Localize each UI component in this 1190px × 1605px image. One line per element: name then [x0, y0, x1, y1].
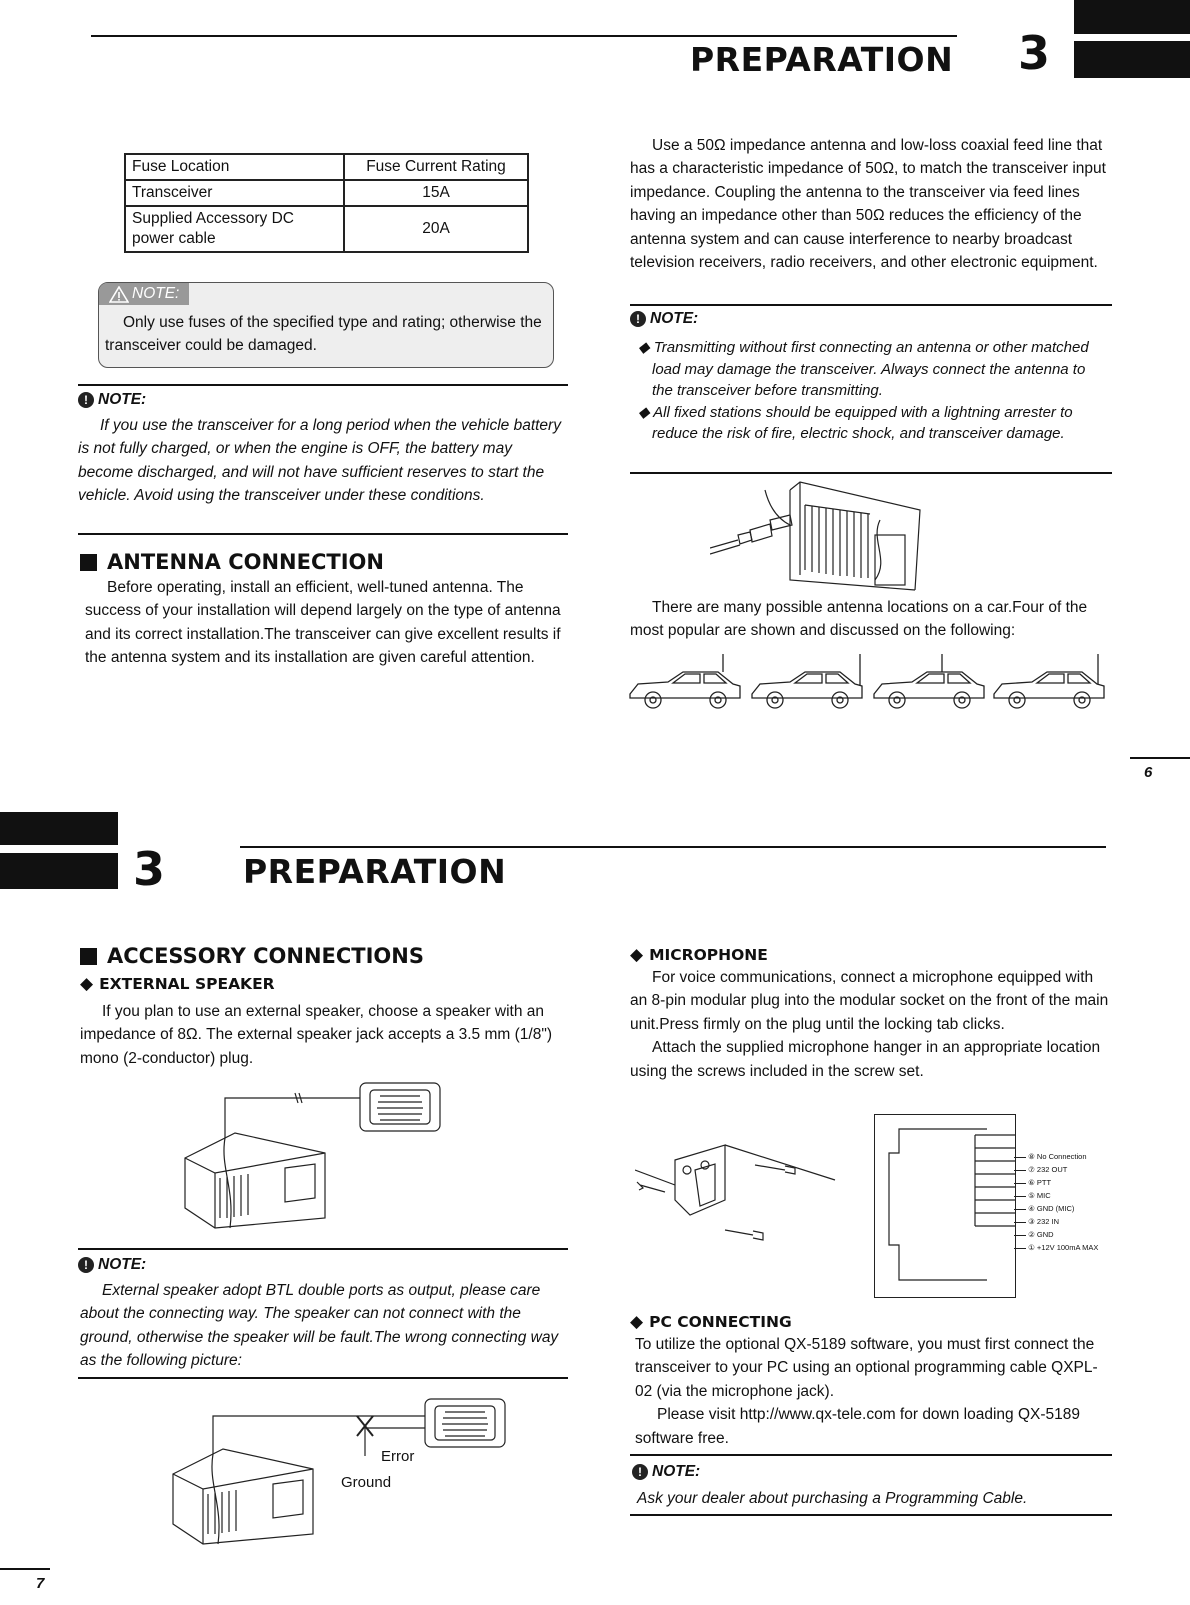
speaker-note-top-rule	[78, 1248, 568, 1250]
top-chapter-number: 3	[1018, 26, 1051, 80]
pc-note-bottom-rule	[630, 1514, 1112, 1516]
pc-connecting-paragraph-1: To utilize the optional QX-5189 software, you must first connect the transceiver to your PC using an optional programming cable QXPL-02 (via the microphone jack).	[635, 1336, 1098, 1400]
speaker-note-bottom-rule	[78, 1377, 568, 1379]
pc-connecting-text	[635, 1333, 1113, 1450]
list-item: ◆ All fixed stations should be equipped with a lightning arrester to reduce the risk of fire, electric shock, and transceiver damage.	[638, 403, 1073, 442]
bottom-chapter-number: 3	[133, 842, 166, 896]
car-4	[994, 654, 1104, 708]
info-icon: !	[632, 1464, 648, 1480]
top-page-number-rule	[1130, 757, 1190, 759]
diamond-bullet-icon: ◆	[630, 1312, 644, 1332]
accessory-connections-title: ACCESSORY CONNECTIONS	[107, 944, 424, 968]
info-icon: !	[78, 1257, 94, 1273]
top-chapter-tab-lower	[1074, 41, 1190, 78]
bottom-page-title: PREPARATION	[243, 852, 507, 891]
fuse-table-header-location: Fuse Location	[125, 154, 344, 180]
impedance-text: Use a 50Ω impedance antenna and low-loss coaxial feed line that has a characteristic impedance of 50Ω, to match the transceiver input impedance. Coupling the antenna to the transceiver via feed lines having an impedance other than 50Ω reduces the efficiency of the antenna system and can cause interference to nearby broadcast television receivers, radio receivers, and other electronic equipment.	[630, 137, 1106, 272]
pin-7-label: ⑦ 232 OUT	[1014, 1163, 1098, 1176]
fuse-location-cell: Supplied Accessory DC power cable	[125, 206, 344, 252]
diamond-bullet-icon: ◆	[80, 974, 94, 994]
info-icon: !	[630, 311, 646, 327]
external-speaker-illustration	[175, 1078, 455, 1233]
section-square-icon	[80, 948, 97, 965]
pc-note-top-rule	[630, 1454, 1112, 1456]
bottom-header-rule	[240, 846, 1106, 848]
ground-label: Ground	[341, 1474, 392, 1491]
fuse-note-label: NOTE:	[132, 285, 180, 302]
microphone-paragraph-2: Attach the supplied microphone hanger in an appropriate location using the screws included in the screw set.	[630, 1039, 1101, 1080]
pin-8-label: ⑧ No Connection	[1014, 1150, 1098, 1163]
diamond-bullet-icon: ◆	[630, 945, 644, 965]
table-row	[125, 180, 528, 206]
top-page-title: PREPARATION	[690, 40, 954, 79]
battery-note-text: If you use the transceiver for a long period when the vehicle battery is not fully charged, or when the engine is OFF, the battery may become discharged, and will not have sufficient reserves to start the vehicle. Avoid using the transceiver under these conditions.	[78, 417, 561, 505]
bottom-page-number-rule	[0, 1568, 50, 1570]
antenna-note-list	[630, 337, 1108, 445]
antenna-connection-title: ANTENNA CONNECTION	[107, 550, 384, 574]
antenna-locations-cars-illustration	[628, 654, 1108, 724]
pc-connecting-heading	[630, 1312, 792, 1332]
antenna-note-heading	[630, 310, 698, 328]
antenna-connector-illustration	[710, 480, 940, 595]
pin-6-label: ⑥ PTT	[1014, 1176, 1098, 1189]
microphone-hanger-illustration	[635, 1140, 845, 1270]
speaker-note-text: External speaker adopt BTL double ports as output, please care about the connecting way. The speaker can not connect with the ground, otherwise the speaker will be fault.The wrong connecting way as the following picture:	[80, 1282, 559, 1370]
external-speaker-heading	[80, 974, 275, 994]
pin-4-label: ④ GND (MIC)	[1014, 1202, 1098, 1215]
error-label: Error	[381, 1448, 415, 1465]
fuse-rating-cell: 20A	[344, 206, 528, 252]
speaker-note-label: NOTE:	[98, 1256, 147, 1273]
info-icon: !	[78, 392, 94, 408]
antenna-locations-text: There are many possible antenna locations on a car.Four of the most popular are shown and discussed on the following:	[630, 599, 1088, 640]
top-chapter-tab-upper	[1074, 0, 1190, 34]
pin-5-label: ⑤ MIC	[1014, 1189, 1098, 1202]
microphone-title: MICROPHONE	[649, 946, 768, 964]
pc-connecting-paragraph-2: Please visit http://www.qx-tele.com for down loading QX-5189 software free.	[635, 1406, 1081, 1447]
fuse-table	[124, 153, 529, 253]
fuse-note-box	[98, 282, 554, 368]
fuse-location-cell: Transceiver	[125, 180, 344, 206]
fuse-table-header	[125, 154, 528, 180]
jack-outline	[875, 1115, 1015, 1297]
accessory-connections-heading	[80, 944, 424, 968]
battery-note-top-rule	[78, 384, 568, 386]
pc-note-label: NOTE:	[652, 1463, 701, 1480]
top-page-number: 6	[1144, 764, 1153, 781]
microphone-text	[630, 966, 1112, 1083]
pin-1-label: ① +12V 100mA MAX	[1014, 1241, 1098, 1254]
pc-note-heading	[632, 1463, 700, 1481]
car-2	[752, 654, 862, 708]
fuse-note-text: Only use fuses of the specified type and rating; otherwise the transceiver could be damaged.	[105, 313, 542, 354]
battery-note-label: NOTE:	[98, 391, 147, 408]
antenna-note-bottom-rule	[630, 472, 1112, 474]
microphone-heading	[630, 945, 768, 965]
battery-note-bottom-rule	[78, 533, 568, 535]
car-3	[874, 654, 984, 708]
section-square-icon	[80, 554, 97, 571]
bottom-page-number: 7	[36, 1575, 45, 1592]
top-header-rule	[91, 35, 957, 37]
antenna-connection-heading	[80, 550, 384, 574]
battery-note-heading	[78, 391, 146, 409]
antenna-note-bullet-1: Transmitting without first connecting an antenna or other matched load may damage the transceiver. Always connect the antenna to the transceiver before transmitting.	[652, 339, 1089, 399]
fuse-rating-cell: 15A	[344, 180, 528, 206]
bottom-chapter-tab-lower	[0, 853, 118, 889]
pin-labels	[1014, 1150, 1098, 1254]
antenna-connection-text: Before operating, install an efficient, well-tuned antenna. The success of your installation will depend largely on the type of antenna and its correct installation.The transceiver can give excellent results if the antenna system and its installation are given careful attention.	[85, 579, 561, 667]
bottom-chapter-tab-upper	[0, 812, 118, 845]
external-speaker-text: If you plan to use an external speaker, choose a speaker with an impedance of 8Ω. The external speaker jack accepts a 3.5 mm (1/8") mono (2-conductor) plug.	[80, 1003, 552, 1067]
antenna-note-bullet-2: All fixed stations should be equipped with a lightning arrester to reduce the risk of fire, electric shock, and transceiver damage.	[652, 403, 1073, 442]
external-speaker-title: EXTERNAL SPEAKER	[99, 975, 275, 993]
table-row	[125, 206, 528, 252]
list-item: ◆ Transmitting without first connecting an antenna or other matched load may damage the transceiver. Always connect the antenna to the transceiver before transmitting.	[638, 339, 1089, 399]
pin-3-label: ③ 232 IN	[1014, 1215, 1098, 1228]
fuse-table-header-rating: Fuse Current Rating	[344, 154, 528, 180]
pin-2-label: ② GND	[1014, 1228, 1098, 1241]
pc-connecting-title: PC CONNECTING	[649, 1313, 792, 1331]
pc-note-text: Ask your dealer about purchasing a Programming Cable.	[637, 1490, 1028, 1507]
speaker-note-heading	[78, 1256, 146, 1274]
antenna-note-label: NOTE:	[650, 310, 699, 327]
microphone-paragraph-1: For voice communications, connect a microphone equipped with an 8-pin modular plug into the modular socket on the front of the main unit.Press firmly on the plug until the locking tab clicks.	[630, 969, 1109, 1033]
warning-triangle-icon	[109, 286, 129, 303]
fuse-note-tab	[99, 283, 189, 305]
modular-jack-diagram	[874, 1114, 1016, 1298]
antenna-note-top-rule	[630, 304, 1112, 306]
car-1	[630, 654, 740, 708]
